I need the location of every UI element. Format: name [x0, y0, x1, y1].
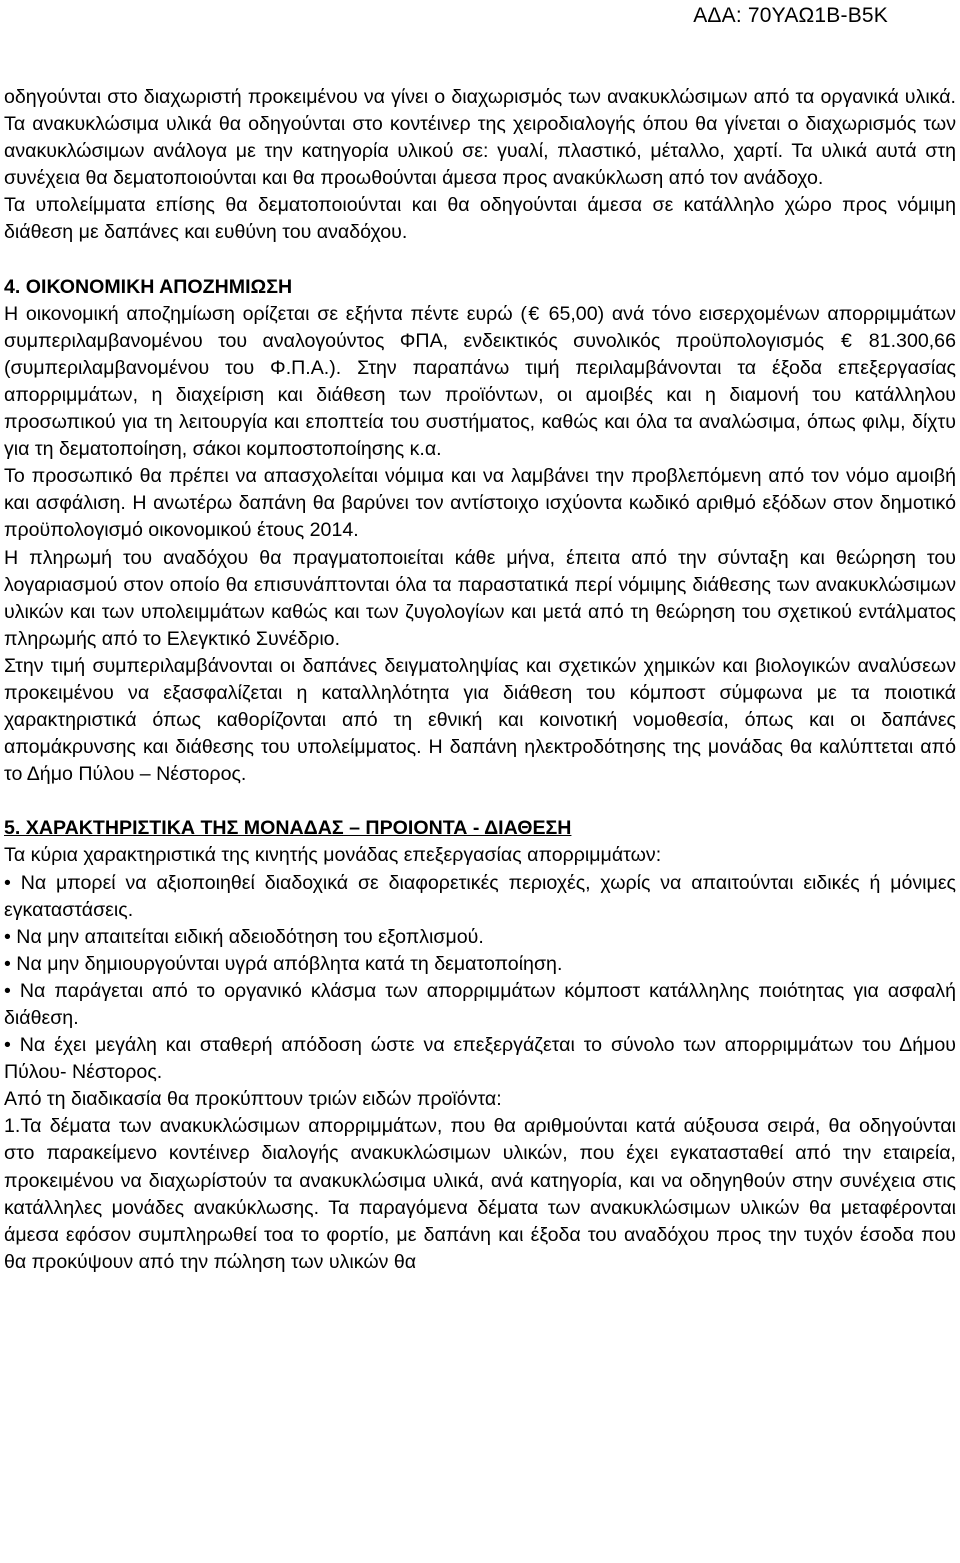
section-5-intro: Τα κύρια χαρακτηριστικά της κινητής μονάδας επεξεργασίας απορριμμάτων: — [4, 844, 662, 867]
products-intro: Από τη διαδικασία θα προκύπτουν τριών ειδών προϊόντα: — [4, 1088, 502, 1111]
bullet-item: • Να παράγεται από το οργανικό κλάσμα των απορριμμάτων κόμποστ κατάλληλης ποιότητας για ασφαλή διάθεση. — [4, 979, 956, 1029]
bullet-item: • Να μην απαιτείται ειδική αδειοδότηση του εξοπλισμού. — [4, 925, 484, 948]
section-5-heading: 5. ΧΑΡΑΚΤΗΡΙΣΤΙΚΑ ΤΗΣ ΜΟΝΑΔΑΣ – ΠΡΟΙΟΝΤΑ - ΔΙΑΘΕΣΗ — [4, 817, 572, 840]
section-4-paragraph-3: Η πληρωμή του αναδόχου θα πραγματοποιείται κάθε μήνα, έπειτα από την σύνταξη και θεώρηση του λογαριασμού στον οποίο θα επισυνάπτονται όλα τα παραστατικά περί νόμιμης διάθεσης των ανακυκλώσιμων υλικών και των υπολειμμάτων καθώς και των ζυγολογίων και μετά από τη θεώρηση του σχετικού εντάλματος πληρωμής από το Ελεγκτικό Συνέδριο. — [4, 546, 956, 650]
section-4-paragraph-2: Το προσωπικό θα πρέπει να απασχολείται νόμιμα και να λαμβάνει την προβλεπόμενη από τον νόμο αμοιβή και ασφάλιση. Η ανωτέρω δαπάνη θα βαρύνει τον αντίστοιχο ισχύοντα κωδικό αριθμό εξόδων στον δημοτικό προϋπολογισμό οικονομικού έτους 2014. — [4, 465, 956, 542]
section-4-paragraph-1 — [4, 301, 956, 464]
bullet-item: • Να μπορεί να αξιοποιηθεί διαδοχικά σε διαφορετικές περιοχές, χωρίς να απαιτούνται ειδικές ή μόνιμες εγκαταστάσεις. — [4, 871, 956, 921]
text-segment: Η οικονομική αποζημίωση ορίζεται σε εξήντα πέντε ευρώ ( — [4, 302, 527, 325]
spacer — [4, 247, 956, 274]
text-segment: 65,00) ανά τόνο εισερχομένων απορριμμάτων συμπεριλαμβανομένου του αναλογούντος ΦΠΑ, ενδεικτικός συνολικός προϋπολογισμός — [4, 302, 956, 352]
euro-icon: € — [840, 329, 852, 352]
intro-paragraph-2: Τα υπολείμματα επίσης θα δεματοποιούνται και θα οδηγούνται άμεσα σε κατάλληλο χώρο προς νόμιμη διάθεση με δαπάνες και ευθύνη του αναδόχου. — [4, 194, 956, 244]
text-segment: 81.300,66 (συμπεριλαμβανομένου του Φ.Π.Α.). Στην παραπάνω τιμή περιλαμβάνονται τα έξοδα επεξεργασίας απορριμμάτων, η διαχείριση και διάθεση των προϊόντων, οι αμοιβές και η διαμονή του κατάλληλου προσωπικού για τη λειτουργία και εποπτεία του συστήματος, καθώς και όλα τα αναλώσιμα, όπως φιλμ, δίχτυ για τη δεματοποίηση, σάκοι κομποστοποίησης κ.α. — [4, 329, 956, 461]
section-4-paragraph-4: Στην τιμή συμπεριλαμβάνονται οι δαπάνες δειγματοληψίας και σχετικών χημικών και βιολογικών αναλύσεων προκειμένου να εξασφαλίζεται η καταλληλότητα για διάθεση του κόμποστ σύμφωνα με τα ποιοτικά χαρακτηριστικά όπως καθορίζονται από τη εθνική και κοινοτική νομοθεσία, όπως και οι δαπάνες απομάκρυνσης και διάθεσης του υπολείμματος. Η δαπάνη ηλεκτροδότησης της μονάδας θα καλύπτεται από το Δήμο Πύλου – Νέστορος. — [4, 654, 956, 786]
intro-paragraph-1: οδηγούνται στο διαχωριστή προκειμένου να γίνει ο διαχωρισμός των ανακυκλώσιμων από τα οργανικά υλικά. Τα ανακυκλώσιμα υλικά θα οδηγούνται στο κοντέινερ της χειροδιαλογής όπου θα γίνεται ο διαχωρισμός των ανακυκλώσιμων ανάλογα με την κατηγορία υλικού σε: γυαλί, πλαστικό, μέταλλο, χαρτί. Τα υλικά αυτά στη συνέχεια θα δεματοποιούνται και θα προωθούνται άμεσα προς ανακύκλωση από τον ανάδοχο. — [4, 86, 956, 190]
spacer — [4, 788, 956, 815]
section-4-heading: 4. ΟΙΚΟΝΟΜΙΚΗ ΑΠΟΖΗΜΙΩΣΗ — [4, 275, 293, 298]
document-body — [4, 84, 956, 1276]
product-item-1: 1.Τα δέματα των ανακυκλώσιμων απορριμμάτων, που θα αριθμούνται κατά αύξουσα σειρά, θα οδηγούνται στο παρακείμενο κοντέινερ διαλογής ανακυκλώσιμων υλικών, που έχει εγκατασταθεί από την εταιρεία, προκειμένου να διαχωρίστούν τα ανακυκλώσιμα υλικά, ανά κατηγορία, και να οδηγηθούν στην συνέχεια στις κατάλληλες μονάδες ανακύκλωσης. Τα παραγόμενα δέματα των ανακυκλώσιμων υλικών θα μεταφέρονται άμεσα εφόσον συμπληρωθεί τοα το φορτίο, με δαπάνη και έξοδα του αναδόχου προς την τυχόν έσοδα που θα προκύψουν από την πώληση των υλικών θα — [4, 1115, 956, 1273]
ada-code: ΑΔΑ: 70ΥΑΩ1Β-Β5Κ — [693, 4, 888, 27]
euro-icon: € — [528, 302, 540, 325]
bullet-item: • Να έχει μεγάλη και σταθερή απόδοση ώστε να επεξεργάζεται το σύνολο των απορριμμάτων του Δήμου Πύλου- Νέστορος. — [4, 1034, 956, 1084]
bullet-item: • Να μην δημιουργούνται υγρά απόβλητα κατά τη δεματοποίηση. — [4, 952, 563, 975]
